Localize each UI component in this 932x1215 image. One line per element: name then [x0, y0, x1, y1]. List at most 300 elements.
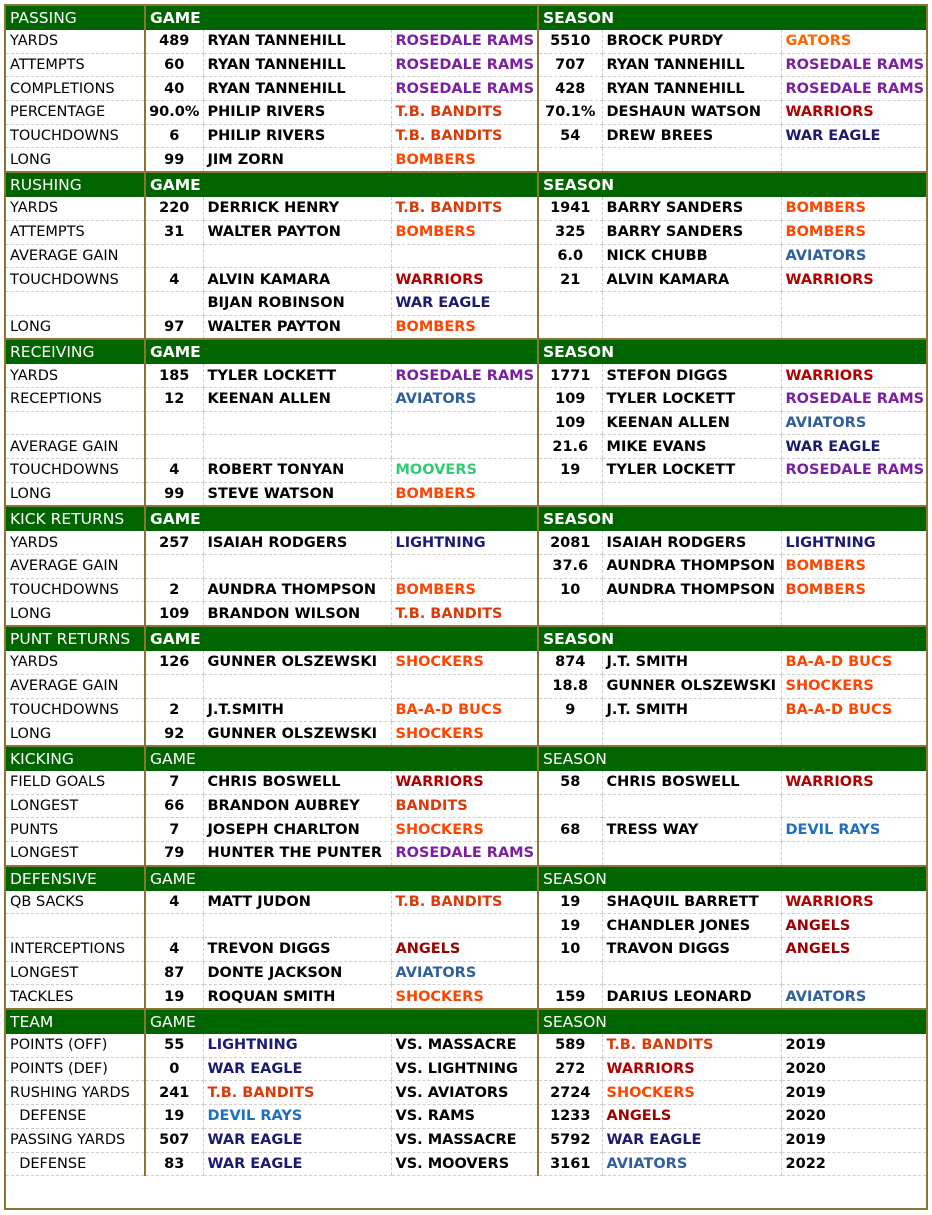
game-value [145, 914, 203, 938]
stat-label [6, 291, 145, 315]
table-row [6, 698, 926, 722]
game-value: 31 [145, 220, 203, 244]
game-label: GAME [145, 6, 538, 30]
game-player: RYAN TANNEHILL [203, 30, 391, 53]
season-value: 68 [538, 818, 602, 842]
game-team: BA-A-D BUCS [391, 698, 538, 722]
game-opponent: VS. AVIATORS [391, 1081, 538, 1105]
table-row [6, 1057, 926, 1081]
stat-label: DEFENSE [6, 1152, 145, 1176]
stat-label: ATTEMPTS [6, 220, 145, 244]
season-team: BOMBERS [781, 220, 926, 244]
game-team: WARRIORS [391, 771, 538, 794]
season-player [602, 602, 781, 626]
season-value [538, 961, 602, 985]
game-team: T.B. BANDITS [391, 101, 538, 125]
stat-label: DEFENSE [6, 1105, 145, 1129]
season-value [538, 291, 602, 315]
season-player: MIKE EVANS [602, 435, 781, 459]
table-row [6, 244, 926, 268]
game-value: 79 [145, 841, 203, 865]
season-team [781, 291, 926, 315]
game-value: 7 [145, 771, 203, 794]
season-team: GATORS [781, 30, 926, 53]
game-value: 7 [145, 818, 203, 842]
game-player: TYLER LOCKETT [203, 364, 391, 387]
game-player: ROQUAN SMITH [203, 985, 391, 1009]
season-value [538, 794, 602, 818]
table-row [6, 30, 926, 53]
stat-label: FIELD GOALS [6, 771, 145, 794]
game-player: DERRICK HENRY [203, 197, 391, 220]
stat-label: LONGEST [6, 794, 145, 818]
game-label: GAME [145, 1009, 538, 1034]
section-header-passing [6, 6, 926, 30]
game-team: AVIATORS [391, 961, 538, 985]
game-team [391, 411, 538, 435]
table-row [6, 578, 926, 602]
season-value [538, 722, 602, 746]
game-label: GAME [145, 866, 538, 891]
season-player [602, 315, 781, 339]
section-title: KICKING [6, 746, 145, 771]
season-value: 2081 [538, 531, 602, 554]
season-value [538, 148, 602, 172]
season-team: WARRIORS [781, 891, 926, 914]
stat-label: TACKLES [6, 985, 145, 1009]
section-title: PASSING [6, 6, 145, 30]
section-title: DEFENSIVE [6, 866, 145, 891]
season-player [602, 841, 781, 865]
game-team: SHOCKERS [391, 818, 538, 842]
game-team: WAR EAGLE [203, 1152, 391, 1176]
season-player: ALVIN KAMARA [602, 268, 781, 292]
season-year: 2019 [781, 1128, 926, 1152]
season-value: 1233 [538, 1105, 602, 1129]
game-player: DONTE JACKSON [203, 961, 391, 985]
game-label: GAME [145, 339, 538, 364]
season-value: 874 [538, 651, 602, 674]
game-team: BOMBERS [391, 220, 538, 244]
section-header-rushing [6, 172, 926, 197]
season-value: 109 [538, 411, 602, 435]
season-value: 3161 [538, 1152, 602, 1176]
game-player: GUNNER OLSZEWSKI [203, 651, 391, 674]
season-team: ROSEDALE RAMS [781, 77, 926, 101]
table-row [6, 794, 926, 818]
game-player: BIJAN ROBINSON [203, 291, 391, 315]
season-player [602, 722, 781, 746]
stat-label: ATTEMPTS [6, 53, 145, 77]
season-value: 58 [538, 771, 602, 794]
table-row [6, 220, 926, 244]
table-row [6, 315, 926, 339]
stat-label: PASSING YARDS [6, 1128, 145, 1152]
game-team: SHOCKERS [391, 722, 538, 746]
game-team [391, 555, 538, 579]
table-row [6, 435, 926, 459]
season-team [781, 961, 926, 985]
section-title: PUNT RETURNS [6, 626, 145, 651]
game-opponent: VS. MASSACRE [391, 1128, 538, 1152]
table-row [6, 555, 926, 579]
season-team: DEVIL RAYS [781, 818, 926, 842]
game-value: 4 [145, 938, 203, 962]
game-team: DEVIL RAYS [203, 1105, 391, 1129]
game-value: 12 [145, 387, 203, 411]
table-row [6, 459, 926, 483]
game-team: LIGHTNING [391, 531, 538, 554]
stat-label: AVERAGE GAIN [6, 435, 145, 459]
season-value [538, 602, 602, 626]
season-player: DESHAUN WATSON [602, 101, 781, 125]
season-team: WAR EAGLE [602, 1128, 781, 1152]
game-team: MOOVERS [391, 459, 538, 483]
game-player: ROBERT TONYAN [203, 459, 391, 483]
season-team: BA-A-D BUCS [781, 698, 926, 722]
season-player: BROCK PURDY [602, 30, 781, 53]
season-value: 1771 [538, 364, 602, 387]
section-title: RUSHING [6, 172, 145, 197]
game-value: 99 [145, 482, 203, 506]
game-team: BANDITS [391, 794, 538, 818]
game-team: BOMBERS [391, 315, 538, 339]
game-player [203, 435, 391, 459]
section-title: KICK RETURNS [6, 506, 145, 531]
season-label: SEASON [538, 866, 926, 891]
game-player: AUNDRA THOMPSON [203, 578, 391, 602]
season-team: ROSEDALE RAMS [781, 459, 926, 483]
game-team: WAR EAGLE [203, 1057, 391, 1081]
season-team: BOMBERS [781, 197, 926, 220]
season-value: 109 [538, 387, 602, 411]
game-player: PHILIP RIVERS [203, 101, 391, 125]
season-value: 10 [538, 938, 602, 962]
season-player: SHAQUIL BARRETT [602, 891, 781, 914]
season-team: AVIATORS [781, 244, 926, 268]
season-value: 1941 [538, 197, 602, 220]
season-team: WARRIORS [602, 1057, 781, 1081]
game-value: 4 [145, 891, 203, 914]
game-label: GAME [145, 506, 538, 531]
season-team: AVIATORS [781, 411, 926, 435]
game-value: 2 [145, 578, 203, 602]
season-team: ROSEDALE RAMS [781, 387, 926, 411]
season-team: BOMBERS [781, 578, 926, 602]
season-player [602, 148, 781, 172]
season-player: CHANDLER JONES [602, 914, 781, 938]
season-player: RYAN TANNEHILL [602, 77, 781, 101]
stat-label: YARDS [6, 531, 145, 554]
season-team: AVIATORS [602, 1152, 781, 1176]
game-player: MATT JUDON [203, 891, 391, 914]
season-team [781, 482, 926, 506]
stat-label: AVERAGE GAIN [6, 674, 145, 698]
stat-label [6, 914, 145, 938]
game-player: BRANDON WILSON [203, 602, 391, 626]
season-value: 6.0 [538, 244, 602, 268]
game-value: 19 [145, 985, 203, 1009]
game-value: 185 [145, 364, 203, 387]
game-team: SHOCKERS [391, 651, 538, 674]
season-player: STEFON DIGGS [602, 364, 781, 387]
season-value [538, 841, 602, 865]
game-opponent: VS. LIGHTNING [391, 1057, 538, 1081]
season-value: 19 [538, 891, 602, 914]
season-year: 2020 [781, 1105, 926, 1129]
game-value [145, 435, 203, 459]
table-row [6, 197, 926, 220]
season-player [602, 961, 781, 985]
table-row [6, 722, 926, 746]
table-row [6, 268, 926, 292]
season-label: SEASON [538, 746, 926, 771]
section-header-receiving [6, 339, 926, 364]
season-team: WARRIORS [781, 268, 926, 292]
game-value: 126 [145, 651, 203, 674]
season-value: 589 [538, 1034, 602, 1057]
game-player: JIM ZORN [203, 148, 391, 172]
game-value: 97 [145, 315, 203, 339]
game-player: ISAIAH RODGERS [203, 531, 391, 554]
table-row [6, 1081, 926, 1105]
season-label: SEASON [538, 172, 926, 197]
stat-label: TOUCHDOWNS [6, 124, 145, 148]
stat-label: POINTS (OFF) [6, 1034, 145, 1057]
season-label: SEASON [538, 339, 926, 364]
season-label: SEASON [538, 6, 926, 30]
stat-label [6, 411, 145, 435]
game-team: LIGHTNING [203, 1034, 391, 1057]
season-value: 428 [538, 77, 602, 101]
game-player: RYAN TANNEHILL [203, 77, 391, 101]
season-label: SEASON [538, 506, 926, 531]
season-player: TRAVON DIGGS [602, 938, 781, 962]
season-team: WARRIORS [781, 364, 926, 387]
season-team: SHOCKERS [781, 674, 926, 698]
stat-label: PUNTS [6, 818, 145, 842]
season-value: 70.1% [538, 101, 602, 125]
table-row [6, 291, 926, 315]
game-value [145, 291, 203, 315]
game-player: J.T.SMITH [203, 698, 391, 722]
game-team: T.B. BANDITS [391, 602, 538, 626]
stat-label: YARDS [6, 197, 145, 220]
game-value: 257 [145, 531, 203, 554]
game-value: 489 [145, 30, 203, 53]
game-value: 60 [145, 53, 203, 77]
table-row [6, 411, 926, 435]
season-team: ANGELS [602, 1105, 781, 1129]
stat-label: PERCENTAGE [6, 101, 145, 125]
season-team [781, 841, 926, 865]
season-player: GUNNER OLSZEWSKI [602, 674, 781, 698]
game-value [145, 674, 203, 698]
stat-label: COMPLETIONS [6, 77, 145, 101]
game-player: KEENAN ALLEN [203, 387, 391, 411]
table-row [6, 914, 926, 938]
game-player [203, 674, 391, 698]
stat-label: LONGEST [6, 961, 145, 985]
season-year: 2022 [781, 1152, 926, 1176]
game-opponent: VS. RAMS [391, 1105, 538, 1129]
season-label: SEASON [538, 1009, 926, 1034]
season-team: ROSEDALE RAMS [781, 53, 926, 77]
season-team: SHOCKERS [602, 1081, 781, 1105]
season-player: BARRY SANDERS [602, 197, 781, 220]
game-label: GAME [145, 172, 538, 197]
season-player: KEENAN ALLEN [602, 411, 781, 435]
stat-label: TOUCHDOWNS [6, 459, 145, 483]
game-value: 99 [145, 148, 203, 172]
game-team: SHOCKERS [391, 985, 538, 1009]
stat-label: AVERAGE GAIN [6, 555, 145, 579]
section-header-kicking [6, 746, 926, 771]
game-value [145, 244, 203, 268]
game-value: 66 [145, 794, 203, 818]
section-header-punt-returns [6, 626, 926, 651]
season-player: NICK CHUBB [602, 244, 781, 268]
game-value: 92 [145, 722, 203, 746]
season-player: TYLER LOCKETT [602, 459, 781, 483]
game-player [203, 411, 391, 435]
stat-label: INTERCEPTIONS [6, 938, 145, 962]
stat-label: RUSHING YARDS [6, 1081, 145, 1105]
game-team [391, 244, 538, 268]
season-value: 21 [538, 268, 602, 292]
season-team: WARRIORS [781, 101, 926, 125]
stat-label: POINTS (DEF) [6, 1057, 145, 1081]
game-player: BRANDON AUBREY [203, 794, 391, 818]
game-value: 19 [145, 1105, 203, 1129]
game-team: T.B. BANDITS [203, 1081, 391, 1105]
game-team: BOMBERS [391, 578, 538, 602]
game-player [203, 914, 391, 938]
season-value: 18.8 [538, 674, 602, 698]
season-value: 2724 [538, 1081, 602, 1105]
season-year: 2020 [781, 1057, 926, 1081]
game-team: T.B. BANDITS [391, 124, 538, 148]
stat-label: LONGEST [6, 841, 145, 865]
season-value: 5792 [538, 1128, 602, 1152]
game-team: WAR EAGLE [391, 291, 538, 315]
season-player: CHRIS BOSWELL [602, 771, 781, 794]
season-team: BOMBERS [781, 555, 926, 579]
game-value: 4 [145, 459, 203, 483]
table-row [6, 1105, 926, 1129]
table-row [6, 818, 926, 842]
season-team [781, 315, 926, 339]
table-row [6, 77, 926, 101]
season-value: 10 [538, 578, 602, 602]
season-team: WARRIORS [781, 771, 926, 794]
table-row [6, 674, 926, 698]
season-value: 19 [538, 914, 602, 938]
table-row [6, 841, 926, 865]
table-row [6, 148, 926, 172]
season-value: 5510 [538, 30, 602, 53]
section-title: RECEIVING [6, 339, 145, 364]
game-opponent: VS. MASSACRE [391, 1034, 538, 1057]
season-value: 707 [538, 53, 602, 77]
table-row [6, 938, 926, 962]
game-value: 507 [145, 1128, 203, 1152]
game-value: 241 [145, 1081, 203, 1105]
game-value: 2 [145, 698, 203, 722]
season-team [781, 602, 926, 626]
season-team: WAR EAGLE [781, 124, 926, 148]
season-player: AUNDRA THOMPSON [602, 555, 781, 579]
season-value: 272 [538, 1057, 602, 1081]
game-value [145, 555, 203, 579]
table-row [6, 124, 926, 148]
stat-label: LONG [6, 148, 145, 172]
season-value: 19 [538, 459, 602, 483]
game-team: ROSEDALE RAMS [391, 53, 538, 77]
season-team: T.B. BANDITS [602, 1034, 781, 1057]
season-team: BA-A-D BUCS [781, 651, 926, 674]
section-header-defensive [6, 866, 926, 891]
season-player [602, 291, 781, 315]
table-row [6, 771, 926, 794]
season-value: 325 [538, 220, 602, 244]
game-player [203, 244, 391, 268]
game-team: T.B. BANDITS [391, 891, 538, 914]
season-player: TRESS WAY [602, 818, 781, 842]
game-team: ROSEDALE RAMS [391, 77, 538, 101]
game-player: STEVE WATSON [203, 482, 391, 506]
season-team: LIGHTNING [781, 531, 926, 554]
season-player: BARRY SANDERS [602, 220, 781, 244]
game-team: AVIATORS [391, 387, 538, 411]
records-table [6, 6, 926, 1176]
table-row [6, 651, 926, 674]
game-team: ROSEDALE RAMS [391, 364, 538, 387]
stat-label: TOUCHDOWNS [6, 268, 145, 292]
game-player: WALTER PAYTON [203, 315, 391, 339]
table-row [6, 1152, 926, 1176]
stat-label: LONG [6, 602, 145, 626]
game-team: WARRIORS [391, 268, 538, 292]
table-row [6, 53, 926, 77]
game-team: T.B. BANDITS [391, 197, 538, 220]
table-row [6, 364, 926, 387]
table-row [6, 531, 926, 554]
stat-label: QB SACKS [6, 891, 145, 914]
season-label: SEASON [538, 626, 926, 651]
stat-label: TOUCHDOWNS [6, 578, 145, 602]
season-player: DARIUS LEONARD [602, 985, 781, 1009]
season-value: 159 [538, 985, 602, 1009]
game-team [391, 914, 538, 938]
game-team: ROSEDALE RAMS [391, 841, 538, 865]
season-value [538, 315, 602, 339]
game-player: TREVON DIGGS [203, 938, 391, 962]
table-row [6, 1128, 926, 1152]
records-board [4, 4, 928, 1210]
stat-label: RECEPTIONS [6, 387, 145, 411]
season-year: 2019 [781, 1034, 926, 1057]
game-value: 90.0% [145, 101, 203, 125]
game-player: WALTER PAYTON [203, 220, 391, 244]
game-value: 40 [145, 77, 203, 101]
stat-label: LONG [6, 482, 145, 506]
season-value: 54 [538, 124, 602, 148]
season-player: J.T. SMITH [602, 651, 781, 674]
section-header-kick-returns [6, 506, 926, 531]
stat-label: LONG [6, 315, 145, 339]
game-team [391, 435, 538, 459]
